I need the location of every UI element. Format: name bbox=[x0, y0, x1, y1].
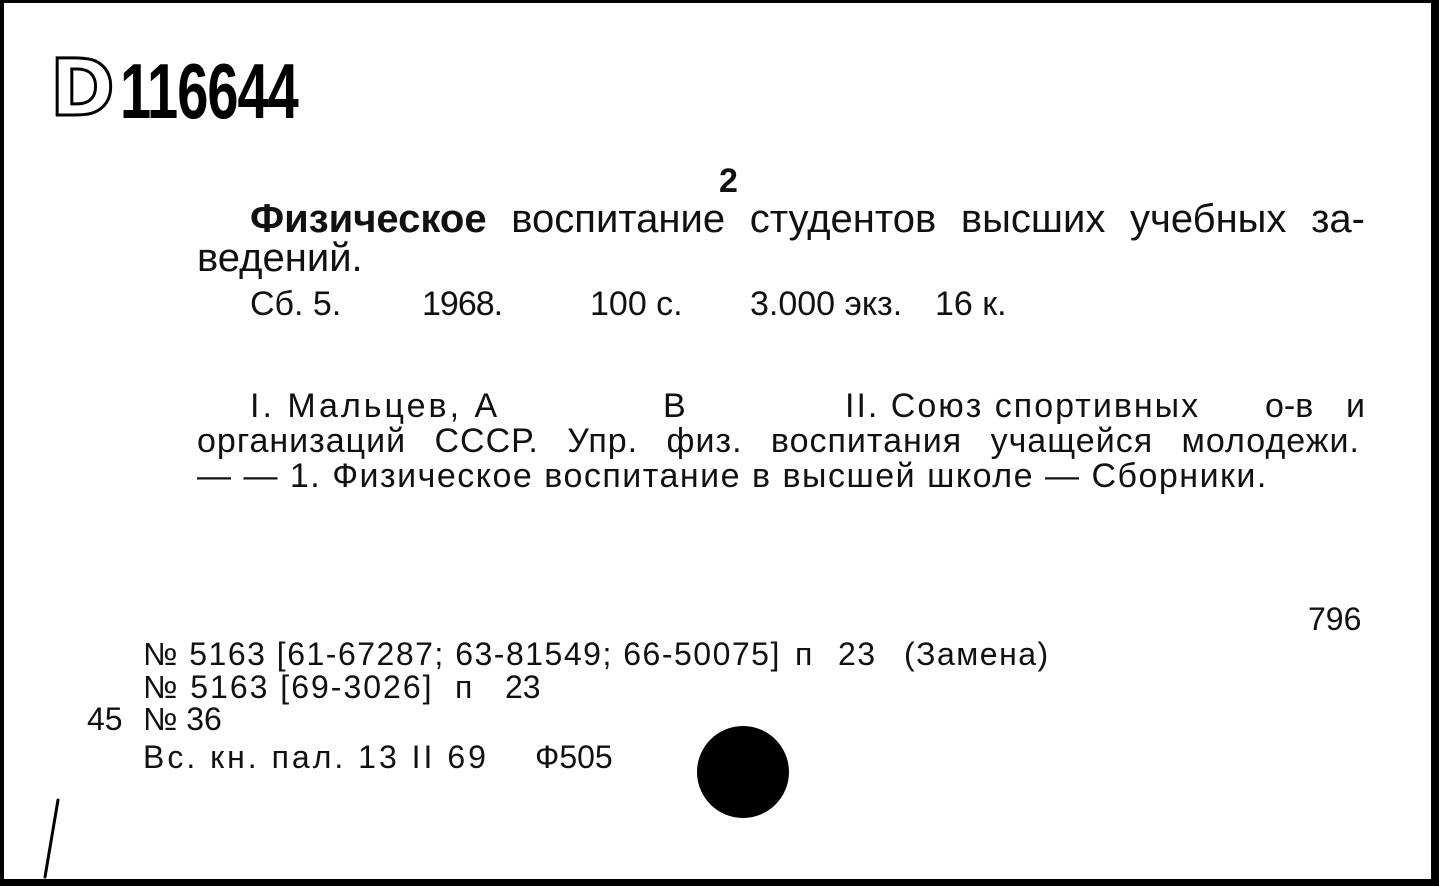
holding-code: 23 bbox=[505, 669, 541, 705]
title-keyword: Физическое bbox=[250, 197, 487, 241]
inventory-number: 116644 bbox=[120, 46, 298, 135]
imprint-price: 16 к. bbox=[935, 285, 1007, 323]
tracing-subject: — — 1. Физическое воспитание в высшей школе — Сборники. bbox=[197, 457, 1268, 495]
class-number: 796 bbox=[1308, 601, 1362, 637]
title-line-2: ведений. bbox=[197, 236, 363, 280]
holding-mark: п bbox=[455, 669, 473, 705]
tracing-corporate: II. Союз спортивных bbox=[845, 387, 1201, 425]
holding-ref: № 5163 [61-67287; 63-81549; 66-50075] bbox=[143, 636, 781, 672]
holding-code: 23 (Замена) bbox=[838, 636, 1050, 672]
printer-code: Ф505 bbox=[535, 739, 613, 775]
order-number: 45 bbox=[87, 701, 123, 737]
holding-mark: п bbox=[795, 636, 813, 672]
holding-ref: № 5163 [69-3026] bbox=[143, 669, 434, 705]
tracing-line-2: организаций СССР. Упр. физ. воспитания учащейся молодежи. bbox=[197, 422, 1360, 460]
imprint-year: 1968. bbox=[422, 285, 503, 323]
card-sheet-number: 2 bbox=[719, 162, 738, 200]
printer-imprint: Вс. кн. пал. 13 II 69 bbox=[143, 739, 489, 775]
order-ref: № 36 bbox=[143, 701, 222, 737]
imprint-pages: 100 с. bbox=[590, 285, 683, 323]
tracing-author: I. Мальцев, А bbox=[250, 387, 501, 425]
library-stamp: D bbox=[50, 44, 115, 134]
imprint-copies: 3.000 экз. bbox=[750, 285, 903, 323]
punch-hole bbox=[697, 726, 789, 818]
title-line-1 bbox=[250, 199, 1365, 239]
imprint-series: Сб. 5. bbox=[250, 285, 342, 323]
tracing-corporate-cont: о-в и bbox=[1265, 387, 1365, 425]
title-line-1-rest: воспитание студентов высших учебных за- bbox=[511, 197, 1365, 241]
tracing-author-initial: В bbox=[663, 387, 686, 425]
